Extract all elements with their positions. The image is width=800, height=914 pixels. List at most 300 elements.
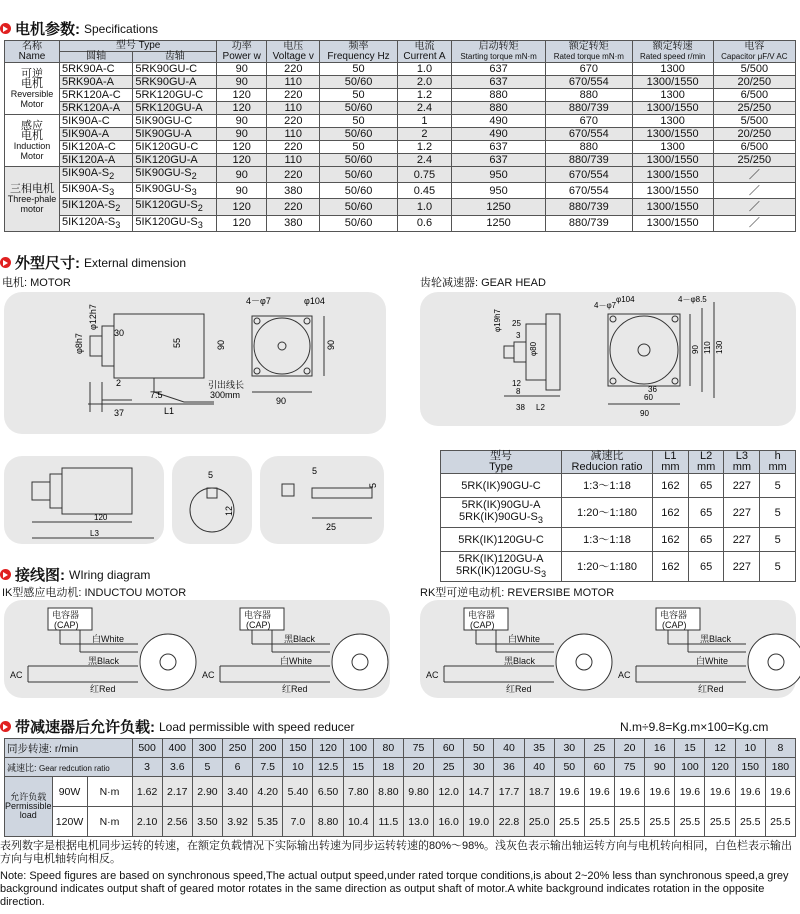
spec-row [5,76,796,89]
section-arrow-icon [0,721,11,732]
spec-cell: 50/60 [320,154,397,167]
spec-cell: 880/739 [545,102,632,115]
load-value: 19.6 [584,777,614,807]
load-value: 1.62 [132,777,162,807]
spec-h-name: 名称 Name [5,41,60,63]
dimension-table [440,450,796,582]
dim-h-L1: L1 mm [653,451,689,474]
load-value: 25.5 [554,807,584,837]
dim-row [441,498,796,528]
spec-cell: 1.2 [397,141,451,154]
load-value: 9.80 [403,777,433,807]
spec-cell: 110 [267,76,320,89]
wire-red: 红Red [90,684,116,694]
spec-cell: 1300/1550 [632,154,713,167]
spec-cell: 2.4 [397,102,451,115]
load-value: 13.0 [403,807,433,837]
spec-cell: ／ [713,215,795,231]
ik-motor-label: IK型感应电动机: INDUCTOU MOTOR [2,587,187,599]
wire-black: 黑Black [284,634,316,644]
spec-cell: ／ [713,183,795,199]
spec-cell: 670/554 [545,167,632,183]
load-value: 12.0 [434,777,464,807]
note-en: Note: Speed figures are based on synchronous speed,The actual output speed,under rated torque conditions,is about 2~20% less than synchronous speed,a grey background indicates output shaft of geared motor rotates in the same direction as output shaft of motor.A white background indicates rotation in the opposite direction. [0,870,789,908]
load-value: 8.80 [373,777,403,807]
spec-cell: 5RK120GU-C [133,89,217,102]
load-value: 11.5 [373,807,403,837]
load-speed-row [5,739,796,758]
dim-ratio: 1:20～1:180 [562,498,653,528]
spec-cell: 1300 [632,63,713,76]
dim-L2: 65 [688,552,724,582]
motor-label: 电机: MOTOR [2,277,71,289]
spec-cell: 5RK120A-A [60,102,133,115]
spec-cell: $5IK120GU-S_3$ [133,215,217,231]
load-ratio: 15 [343,758,373,777]
spec-cell: 90 [217,76,267,89]
spec-cell: 880 [452,102,546,115]
cap-label-en: (CAP) [470,620,495,630]
spec-cell: 50/60 [320,76,397,89]
spec-h-rated-speed: 额定转速 Rated speed r/min [632,41,713,63]
spec-cell: 5IK90GU-C [133,115,217,128]
dim-L1: L1 [164,406,175,416]
load-speed: 35 [524,739,554,758]
load-ratio: 7.5 [253,758,283,777]
spec-cell: 220 [267,89,320,102]
dim-2: 2 [116,378,122,388]
gear-dim-90: 90 [691,345,700,354]
load-value: 19.6 [735,777,765,807]
load-value: 25.5 [615,807,645,837]
spec-cell: 1.0 [397,63,451,76]
wire-black: 黑Black [700,634,732,644]
section-spec-heading: 电机参数: Specifications [0,18,158,39]
load-ratio: 6 [222,758,252,777]
load-value: 25.5 [705,807,735,837]
dim-row [441,474,796,498]
spec-cell: 880/739 [545,215,632,231]
load-value-row [5,777,796,807]
spec-cell: 637 [452,76,546,89]
load-power: 120W [52,807,87,837]
spec-cell: 670 [545,63,632,76]
spec-cell: 1300 [632,89,713,102]
load-value: 4.20 [253,777,283,807]
spec-cell: $5IK120GU-S_2$ [133,199,217,215]
load-speed: 120 [313,739,343,758]
spec-cell: 25/250 [713,154,795,167]
shaft-dim-120: 120 [94,513,108,522]
spec-cell: 120 [217,102,267,115]
load-value: 19.6 [615,777,645,807]
dim-L1: 162 [653,498,689,528]
wire-white: 白White [508,634,541,644]
load-ratio: 3.6 [162,758,192,777]
gear-dim-60: 60 [644,393,653,402]
gear-dim-130: 130 [715,340,724,354]
spec-cell: 1300/1550 [632,199,713,215]
dim-type: 5RK(IK)120GU-C [441,528,562,552]
wire-black: 黑Black [88,656,120,666]
dim-hole: 4－φ7 [246,296,271,306]
load-ratio: 20 [403,758,433,777]
load-h-ratio: 减速比: Gear redcution ratio [5,758,133,777]
spec-cell: 1300/1550 [632,128,713,141]
spec-cell: 2.0 [397,76,451,89]
spec-cell: 1300/1550 [632,102,713,115]
load-unit: N·m [87,777,132,807]
spec-cell: 490 [452,128,546,141]
load-ratio: 75 [615,758,645,777]
spec-row [5,215,796,231]
load-value: 18.7 [524,777,554,807]
wire-red: 红Red [506,684,532,694]
key-drawing [260,456,384,544]
section-arrow-icon [0,569,11,580]
spec-cell: $5IK120A-S_2$ [60,199,133,215]
spec-cell: 50/60 [320,102,397,115]
dim-h: 5 [760,528,796,552]
load-ratio: 12.5 [313,758,343,777]
spec-cell: 950 [452,167,546,183]
spec-cell: 5RK90A-C [60,63,133,76]
spec-cell: 670/554 [545,76,632,89]
rk-wiring-panel [420,600,796,698]
dim-90-front: 90 [326,339,336,350]
load-value: 25.5 [584,807,614,837]
cap-label-cn: 电容器 [244,610,272,620]
spec-cell: 120 [217,215,267,231]
ac-label: AC [426,670,439,680]
dim-L1: 162 [653,474,689,498]
ik-wiring-panel [4,600,390,698]
spec-row [5,141,796,154]
spec-h-current: 电流 Current A [397,41,451,63]
load-table [4,738,796,837]
wiring-diagram [4,600,390,698]
dim-d8h7: φ8h7 [74,333,84,354]
shaft-dim-L3: L3 [90,529,99,538]
dim-90-side: 90 [216,339,226,350]
spec-cell: 670/554 [545,183,632,199]
wiring-diagram [420,600,800,698]
wire-black: 黑Black [504,656,536,666]
spec-cell: 2.4 [397,154,451,167]
load-value: 19.6 [645,777,675,807]
load-speed: 16 [645,739,675,758]
spec-cell: 5RK120GU-A [133,102,217,115]
spec-cell: 637 [452,63,546,76]
gear-dim-38: 38 [516,403,525,412]
load-ratio: 5 [192,758,222,777]
section-arrow-icon [0,257,11,268]
spec-cell: 50 [320,141,397,154]
load-speed: 50 [464,739,494,758]
load-speed: 30 [554,739,584,758]
gear-dim-36: 36 [648,385,657,394]
spec-row [5,89,796,102]
load-ratio: 50 [554,758,584,777]
dim-h-h: h mm [760,451,796,474]
load-speed: 200 [253,739,283,758]
dim-L2: 65 [688,498,724,528]
spec-cell: 1300/1550 [632,76,713,89]
dim-h: 5 [760,498,796,528]
motor-drawing-panel [4,292,386,434]
spec-h-frequency: 频率 Frequency Hz [320,41,397,63]
load-value: 2.10 [132,807,162,837]
spec-row [5,128,796,141]
unit-formula: N.m÷9.8=Kg.m×100=Kg.cm [620,720,769,734]
spec-cell: 0.6 [397,215,451,231]
spec-cell: 1250 [452,215,546,231]
dim-h-type: 型号 Type [441,451,562,474]
rk-motor-label: RK型可逆电动机: REVERSIBE MOTOR [420,587,615,599]
spec-cell: 6/500 [713,89,795,102]
load-value: 17.7 [494,777,524,807]
spec-row [5,183,796,199]
spec-cell: $5IK90GU-S_3$ [133,183,217,199]
dim-row [441,528,796,552]
spec-cell: 1250 [452,199,546,215]
cap-label-en: (CAP) [54,620,79,630]
spec-cell: 1300/1550 [632,215,713,231]
spec-group-name: 三相电机 Three-phale motor [5,167,60,232]
ac-label: AC [10,670,23,680]
spec-cell: 1.2 [397,89,451,102]
spec-cell: 637 [452,141,546,154]
load-speed: 15 [675,739,705,758]
spec-cell: 380 [267,183,320,199]
spec-cell: 220 [267,115,320,128]
gear-dim-12: 12 [512,379,521,388]
motor-drawing [4,292,386,434]
load-ratio: 100 [675,758,705,777]
gear-dim-hole1: 4－φ7 [594,301,617,310]
spec-cell: ／ [713,199,795,215]
spec-cell: 120 [217,199,267,215]
spec-cell: 90 [217,115,267,128]
load-value: 25.5 [735,807,765,837]
dim-L1: 162 [653,552,689,582]
load-speed: 150 [283,739,313,758]
load-value: 7.80 [343,777,373,807]
spec-cell: 120 [217,141,267,154]
shaft-key-drawing [172,456,252,544]
spec-row [5,199,796,215]
load-h-speed: 同步转速: r/min [5,739,133,758]
gear-dim-25: 25 [512,319,521,328]
load-value-row [5,807,796,837]
load-ratio: 60 [584,758,614,777]
spec-cell: 50 [320,63,397,76]
spec-cell: 5IK120GU-A [133,154,217,167]
key-panel [260,456,384,544]
spec-cell: 5IK120A-C [60,141,133,154]
cap-label-en: (CAP) [246,620,271,630]
ac-label: AC [202,670,215,680]
spec-h-capacitor: 电容 Capacitor μF/V AC [713,41,795,63]
gear-dim-110: 110 [703,341,712,354]
spec-cell: 880 [545,141,632,154]
spec-cell: 880/739 [545,199,632,215]
dim-h: 5 [760,474,796,498]
dim-L3: 227 [724,498,760,528]
spec-cell: 670 [545,115,632,128]
spec-cell: ／ [713,167,795,183]
dim-90-width: 90 [276,396,287,406]
load-speed: 10 [735,739,765,758]
dim-ratio: 1:20～1:180 [562,552,653,582]
spec-cell: 5IK120A-A [60,154,133,167]
load-value: 5.40 [283,777,313,807]
spec-cell: 490 [452,115,546,128]
load-speed: 250 [222,739,252,758]
spec-cell: 5/500 [713,115,795,128]
load-value: 3.92 [222,807,252,837]
gear-head-label: 齿轮减速器: GEAR HEAD [420,277,546,289]
shaft-key-panel [172,456,252,544]
dim-ratio: 1:3～1:18 [562,474,653,498]
spec-cell: 90 [217,128,267,141]
section-arrow-icon [0,23,11,34]
spec-row [5,154,796,167]
spec-cell: 1300/1550 [632,167,713,183]
gear-dim-L2: L2 [536,403,545,412]
gear-drawing-panel [420,292,796,426]
load-value: 25.5 [675,807,705,837]
spec-cell: 880 [452,89,546,102]
spec-cell: 5/500 [713,63,795,76]
dim-type: 5RK(IK)90GU-C [441,474,562,498]
spec-cell: 50/60 [320,128,397,141]
load-speed: 80 [373,739,403,758]
spec-cell: 25/250 [713,102,795,115]
spec-h-model: 型号 Type [60,41,217,52]
spec-h-starting-torque: 启动转矩 Starting torque mN·m [452,41,546,63]
load-ratio: 36 [494,758,524,777]
spec-cell: 90 [217,183,267,199]
cap-label-en: (CAP) [662,620,687,630]
spec-cell: 880 [545,89,632,102]
dim-L3: 227 [724,528,760,552]
load-speed: 300 [192,739,222,758]
section-wire-heading: 接线图: WIring diagram [0,564,150,585]
spec-cell: 110 [267,102,320,115]
load-ratio: 90 [645,758,675,777]
wire-red: 红Red [698,684,724,694]
spec-cell: 220 [267,63,320,76]
lead-length-cn: 引出线长 [208,380,245,390]
spec-cell: 637 [452,154,546,167]
key-dim-5-side: 5 [368,482,378,488]
load-ratio-row [5,758,796,777]
load-value: 25.5 [765,807,795,837]
dim-type: 5RK(IK)120GU-A $5RK(IK)120GU-S_3$ [441,552,562,582]
load-value: 8.80 [313,807,343,837]
spec-cell: 50/60 [320,199,397,215]
dim-30: 30 [114,328,125,338]
spec-row [5,167,796,183]
spec-cell: 5IK90A-C [60,115,133,128]
load-value: 10.4 [343,807,373,837]
load-value: 3.50 [192,807,222,837]
load-value: 3.40 [222,777,252,807]
spec-cell: 1300 [632,115,713,128]
load-speed: 8 [765,739,795,758]
dim-L2: 65 [688,474,724,498]
spec-cell: 20/250 [713,76,795,89]
spec-cell: 220 [267,167,320,183]
key-dim-12: 12 [224,505,234,516]
load-value: 25.5 [645,807,675,837]
gear-dim-d19h7: φ19h7 [493,309,502,332]
load-ratio: 25 [434,758,464,777]
spec-cell: 90 [217,167,267,183]
dim-h-L2: L2 mm [688,451,724,474]
spec-cell: $5IK120A-S_3$ [60,215,133,231]
note-cn: 表列数字是根据电机同步运转的转速，在额定负载情况下实际输出转速为同步运转转速的80%～98%。浅灰色表示输出轴运转方向与电机转向相同，白色栏表示输出方向与电机轴转向相反。 [0,840,793,865]
dim-h-L3: L3 mm [724,451,760,474]
load-value: 19.6 [705,777,735,807]
wire-white: 白White [280,656,313,666]
spec-cell: 1 [397,115,451,128]
spec-cell: 0.75 [397,167,451,183]
spec-cell: 50/60 [320,167,397,183]
load-value: 22.8 [494,807,524,837]
load-value: 25.0 [524,807,554,837]
spec-group-name: 可逆 电机 Reversible Motor [5,63,60,115]
spec-table [4,40,796,232]
load-ratio: 40 [524,758,554,777]
load-ratio: 150 [735,758,765,777]
load-ratio: 18 [373,758,403,777]
key-dim-5: 5 [208,470,214,480]
wire-white: 白White [696,656,729,666]
spec-cell: 1300/1550 [632,183,713,199]
dim-L1: 162 [653,528,689,552]
shaft-side-panel [4,456,164,544]
gear-dim-hole2: 4－φ8.5 [678,295,707,304]
gear-head-drawing [420,292,796,426]
load-value: 6.50 [313,777,343,807]
section-ext-heading: 外型尺寸: External dimension [0,252,186,273]
spec-cell: 50 [320,89,397,102]
load-speed: 20 [615,739,645,758]
load-ratio: 3 [132,758,162,777]
spec-cell: 110 [267,154,320,167]
spec-cell: 50 [320,115,397,128]
spec-h-voltage: 电压 Voltage v [267,41,320,63]
shaft-side-drawing [4,456,164,544]
spec-cell: 670/554 [545,128,632,141]
load-value: 16.0 [434,807,464,837]
spec-cell: 110 [267,128,320,141]
dim-L3: 227 [724,474,760,498]
load-speed: 12 [705,739,735,758]
spec-cell: 380 [267,215,320,231]
load-value: 5.35 [253,807,283,837]
load-speed: 40 [494,739,524,758]
gear-dim-90-width: 90 [640,409,649,418]
dim-L3: 227 [724,552,760,582]
spec-row [5,63,796,76]
spec-h-round-shaft: 圆轴 [60,52,133,63]
spec-cell: 220 [267,141,320,154]
load-value: 19.0 [464,807,494,837]
spec-cell: 50/60 [320,183,397,199]
